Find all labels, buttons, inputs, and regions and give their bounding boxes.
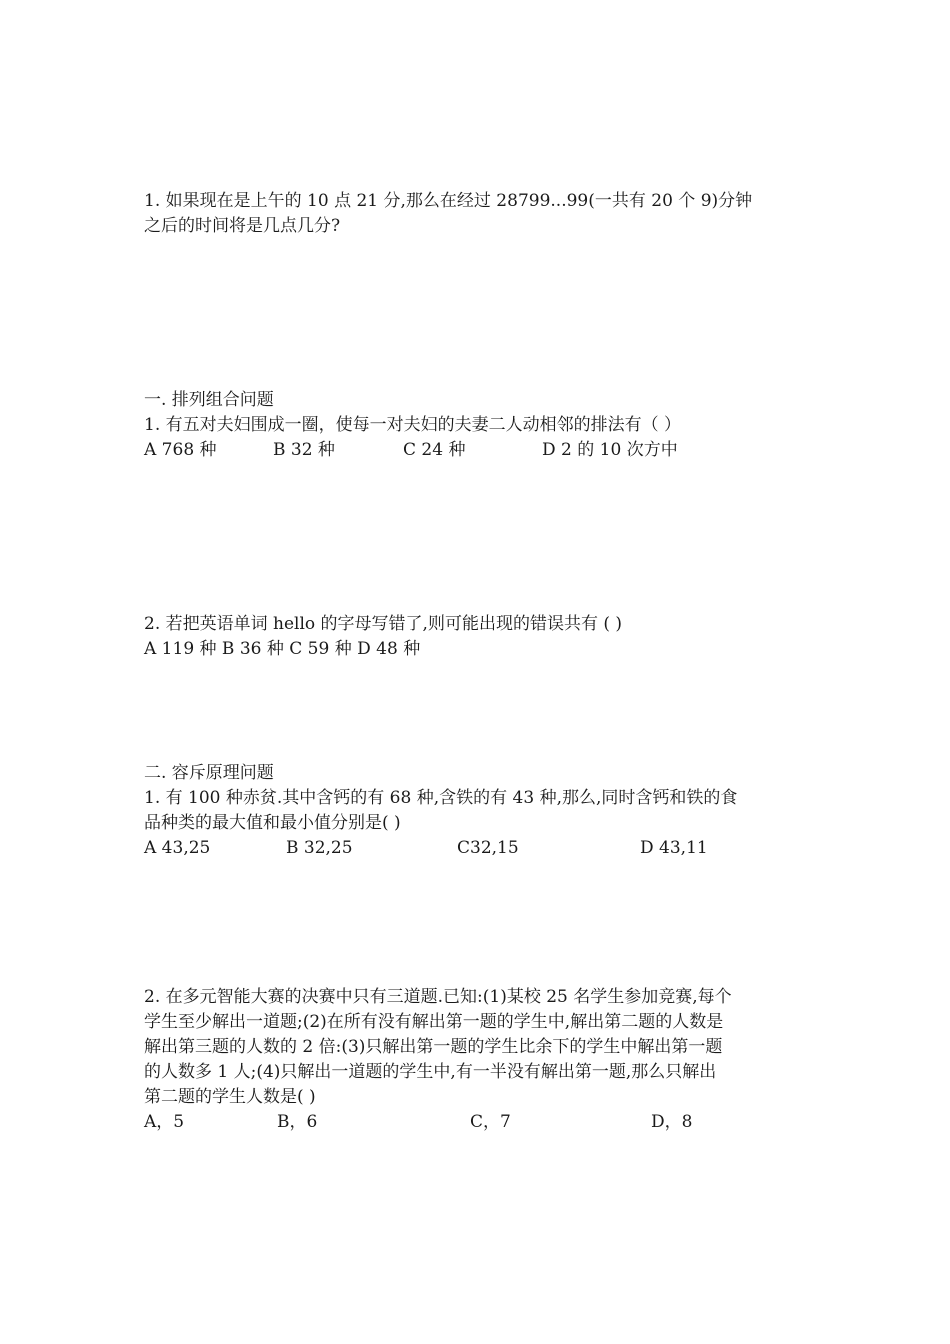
section1-q1-text: 1. 有五对夫妇围成一圈，使每一对夫妇的夫妻二人动相邻的排法有（ ）	[144, 415, 682, 435]
option-c: C，7	[470, 1112, 511, 1132]
option-a: A 43,25	[144, 838, 211, 858]
option-b: B 32,25	[286, 838, 353, 858]
section2-q2-line-3: 解出第三题的人数的 2 倍:(3)只解出第一题的学生比余下的学生中解出第一题	[144, 1037, 723, 1057]
section2-q2-line-5: 第二题的学生人数是( )	[144, 1087, 316, 1107]
section2-q2-line-4: 的人数多 1 人;(4)只解出一道题的学生中,有一半没有解出第一题,那么只解出	[144, 1062, 717, 1082]
section2-q1-line-2: 品种类的最大值和最小值分别是( )	[144, 813, 401, 833]
section2	[144, 761, 814, 861]
section2-heading: 二. 容斥原理问题	[144, 763, 274, 783]
section2-q2-options	[144, 1110, 814, 1135]
option-b: B，6	[277, 1112, 318, 1132]
section1-heading: 一. 排列组合问题	[144, 390, 274, 410]
section2-q1-options	[144, 836, 814, 861]
option-c: C32,15	[457, 838, 519, 858]
section1-q2-text: 2. 若把英语单词 hello 的字母写错了,则可能出现的错误共有 ( )	[144, 614, 623, 634]
section1	[144, 388, 814, 463]
section1-q2	[144, 612, 814, 662]
option-c: C 24 种	[403, 440, 466, 460]
section2-q2	[144, 985, 814, 1135]
section1-q1-options	[144, 438, 814, 463]
option-b: B 32 种	[273, 440, 335, 460]
option-d: D 43,11	[640, 838, 708, 858]
option-a: A，5	[144, 1112, 185, 1132]
intro-line-1: 1. 如果现在是上午的 10 点 21 分,那么在经过 28799...99(一共有 20 个 9)分钟	[144, 191, 753, 211]
intro-question	[144, 189, 814, 239]
section2-q1-line-1: 1. 有 100 种赤贫.其中含钙的有 68 种,含铁的有 43 种,那么,同时含钙和铁的食	[144, 788, 738, 808]
option-a: A 768 种	[144, 440, 217, 460]
intro-line-2: 之后的时间将是几点几分?	[144, 216, 341, 236]
section2-q2-line-1: 2. 在多元智能大赛的决赛中只有三道题.已知:(1)某校 25 名学生参加竞赛,每个	[144, 987, 732, 1007]
section2-q2-line-2: 学生至少解出一道题;(2)在所有没有解出第一题的学生中,解出第二题的人数是	[144, 1012, 724, 1032]
section1-q2-options: A 119 种 B 36 种 C 59 种 D 48 种	[144, 639, 421, 659]
option-d: D，8	[651, 1112, 693, 1132]
option-d: D 2 的 10 次方中	[542, 440, 678, 460]
